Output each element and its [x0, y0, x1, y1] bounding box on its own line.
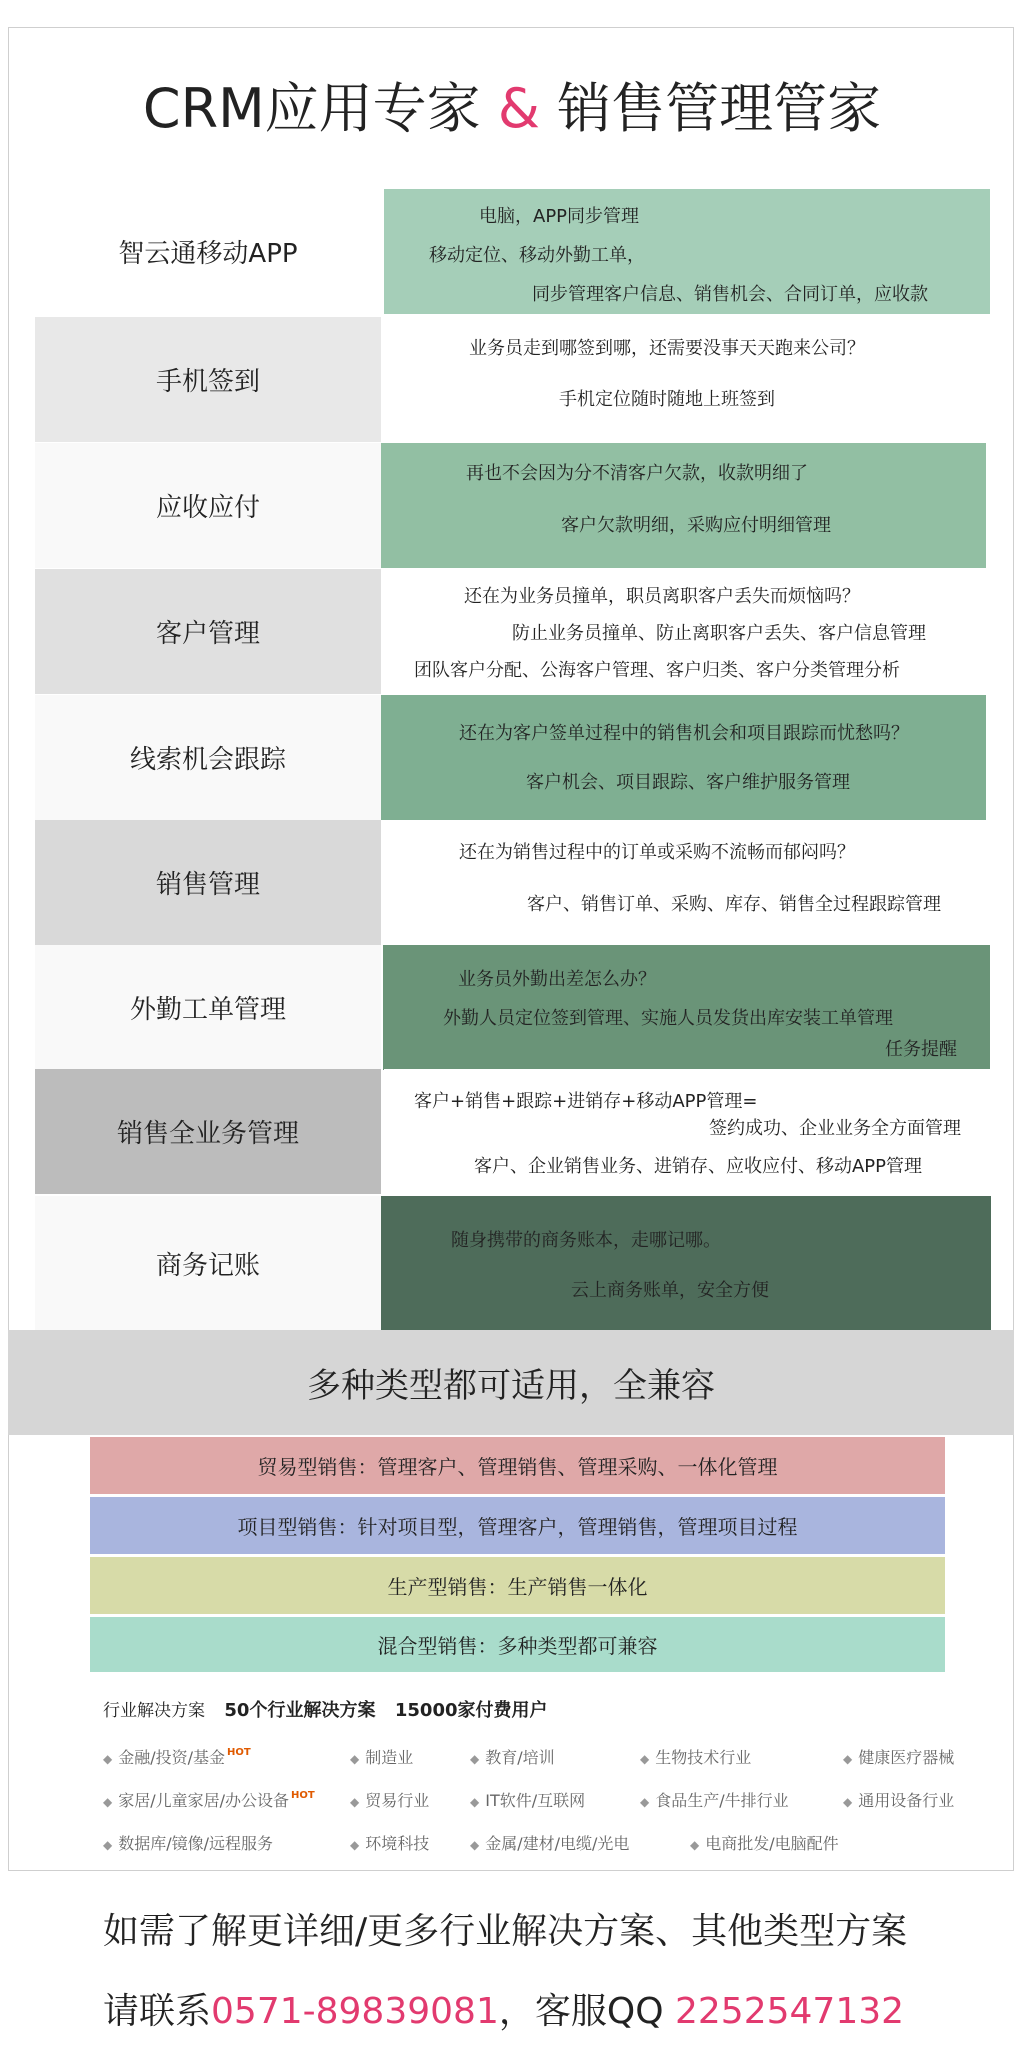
- feature-line: 再也不会因为分不清客户欠款，收款明细了: [466, 463, 808, 484]
- feature-line: 业务员走到哪签到哪，还需要没事天天跑来公司？: [469, 338, 865, 359]
- title-part2: 销售管理管家: [557, 77, 882, 140]
- feature-line: 还在为客户签单过程中的销售机会和项目跟踪而忧愁吗？: [459, 723, 909, 744]
- contact-qq[interactable]: 2252547132: [675, 1991, 905, 2032]
- industry-header: [103, 1696, 548, 1722]
- page-title: [0, 66, 1024, 143]
- feature-row: [35, 189, 990, 314]
- sales-type-production: 生产型销售：生产销售一体化: [90, 1557, 945, 1614]
- feature-line: 客户机会、项目跟踪、客户维护服务管理: [526, 772, 850, 793]
- feature-line: 移动定位、移动外勤工单，: [429, 245, 645, 266]
- contact-mid: ，客服QQ: [498, 1991, 664, 2032]
- feature-desc: [384, 569, 990, 694]
- feature-name: 线索机会跟踪: [35, 695, 381, 820]
- feature-row: [35, 695, 990, 820]
- feature-row: [35, 1069, 990, 1194]
- feature-line: 业务员外勤出差怎么办？: [458, 969, 656, 990]
- feature-line: 随身携带的商务账本，走哪记哪。: [451, 1230, 721, 1251]
- industry-label: 行业解决方案: [103, 1701, 205, 1721]
- feature-line: 签约成功、企业业务全方面管理: [709, 1118, 961, 1139]
- industry-item[interactable]: ◆ 家居/儿童家居/办公设备 $^{HOT}$: [103, 1790, 315, 1810]
- feature-name: 智云通移动APP: [35, 189, 381, 314]
- sales-type-trade: 贸易型销售：管理客户、管理销售、管理采购、一体化管理: [90, 1437, 945, 1494]
- feature-line: 云上商务账单，安全方便: [571, 1280, 769, 1301]
- industry-item[interactable]: ◆ 金属/建材/电缆/光电: [470, 1834, 630, 1853]
- industry-item[interactable]: ◆ 电商批发/电脑配件: [690, 1834, 839, 1853]
- feature-desc: [384, 1069, 990, 1194]
- industry-item[interactable]: ◆ 贸易行业: [350, 1791, 430, 1810]
- feature-row: [35, 945, 990, 1070]
- contact-phone[interactable]: 0571-89839081: [211, 1991, 499, 2032]
- feature-line: 电脑，APP同步管理: [479, 206, 640, 227]
- feature-desc: [381, 443, 986, 568]
- feature-line: 外勤人员定位签到管理、实施人员发货出库安装工单管理: [443, 1008, 893, 1029]
- industry-item[interactable]: ◆ 金融/投资/基金 $^{HOT}$: [103, 1747, 251, 1767]
- hot-badge: HOT: [227, 1747, 251, 1758]
- feature-desc: [384, 189, 990, 314]
- hot-badge: HOT: [291, 1790, 315, 1801]
- industry-item[interactable]: ◆ 通用设备行业: [843, 1791, 955, 1810]
- feature-name: 外勤工单管理: [35, 945, 381, 1070]
- feature-name: 手机签到: [35, 317, 381, 442]
- feature-line: 防止业务员撞单、防止离职客户丢失、客户信息管理: [512, 623, 926, 644]
- feature-name: 客户管理: [35, 569, 381, 694]
- feature-line: 客户欠款明细，采购应付明细管理: [561, 515, 831, 536]
- feature-row: [35, 569, 990, 694]
- industry-users: 15000家付费用户: [394, 1700, 548, 1721]
- industry-item[interactable]: ◆ 教育/培训: [470, 1748, 555, 1767]
- industry-item[interactable]: ◆ 环境科技: [350, 1834, 430, 1853]
- feature-desc: [384, 317, 990, 442]
- industry-item[interactable]: ◆ 制造业: [350, 1748, 414, 1767]
- industry-item[interactable]: ◆ 健康医疗器械: [843, 1748, 955, 1767]
- title-ampersand: &: [497, 77, 540, 140]
- feature-line: 团队客户分配、公海客户管理、客户归类、客户分类管理分析: [414, 660, 900, 681]
- industry-count: 50个行业解决方案: [224, 1700, 376, 1721]
- feature-line: 客户、企业销售业务、进销存、应收应付、移动APP管理: [474, 1156, 923, 1177]
- feature-line: 客户、销售订单、采购、库存、销售全过程跟踪管理: [527, 894, 941, 915]
- feature-name: 销售全业务管理: [35, 1069, 381, 1194]
- feature-line: 同步管理客户信息、销售机会、合同订单，应收款: [532, 284, 928, 305]
- feature-row: [35, 317, 990, 442]
- contact-prefix: 请联系: [103, 1991, 212, 2032]
- industry-item[interactable]: ◆ IT软件/互联网: [470, 1791, 586, 1810]
- feature-line: 任务提醒: [885, 1039, 957, 1060]
- feature-row: [35, 443, 990, 568]
- feature-name: 商务记账: [35, 1196, 381, 1331]
- feature-desc: [381, 695, 986, 820]
- industry-item[interactable]: ◆ 食品生产/牛排行业: [640, 1791, 789, 1810]
- feature-name: 销售管理: [35, 820, 381, 945]
- feature-desc: [384, 820, 990, 945]
- title-part1: CRM应用专家: [142, 77, 481, 140]
- contact-line1: 如需了解更详细/更多行业解决方案、其他类型方案: [103, 1911, 908, 1952]
- feature-desc: [383, 945, 990, 1070]
- industry-item[interactable]: ◆ 生物技术行业: [640, 1748, 752, 1767]
- sales-type-project: 项目型销售：针对项目型，管理客户，管理销售，管理项目过程: [90, 1497, 945, 1554]
- feature-line: 手机定位随时随地上班签到: [559, 389, 775, 410]
- compat-banner: 多种类型都可适用，全兼容: [8, 1330, 1014, 1435]
- industry-item[interactable]: ◆ 数据库/镜像/远程服务: [103, 1834, 274, 1853]
- feature-line: 客户+销售+跟踪+进销存+移动APP管理=: [414, 1091, 758, 1112]
- feature-row: [35, 1196, 990, 1331]
- sales-type-mixed: 混合型销售：多种类型都可兼容: [90, 1617, 945, 1672]
- contact-line2: [103, 1983, 904, 2034]
- feature-line: 还在为销售过程中的订单或采购不流畅而郁闷吗？: [459, 842, 855, 863]
- feature-line: 还在为业务员撞单，职员离职客户丢失而烦恼吗？: [464, 586, 860, 607]
- feature-row: [35, 820, 990, 945]
- feature-desc: [381, 1196, 991, 1331]
- feature-name: 应收应付: [35, 443, 381, 568]
